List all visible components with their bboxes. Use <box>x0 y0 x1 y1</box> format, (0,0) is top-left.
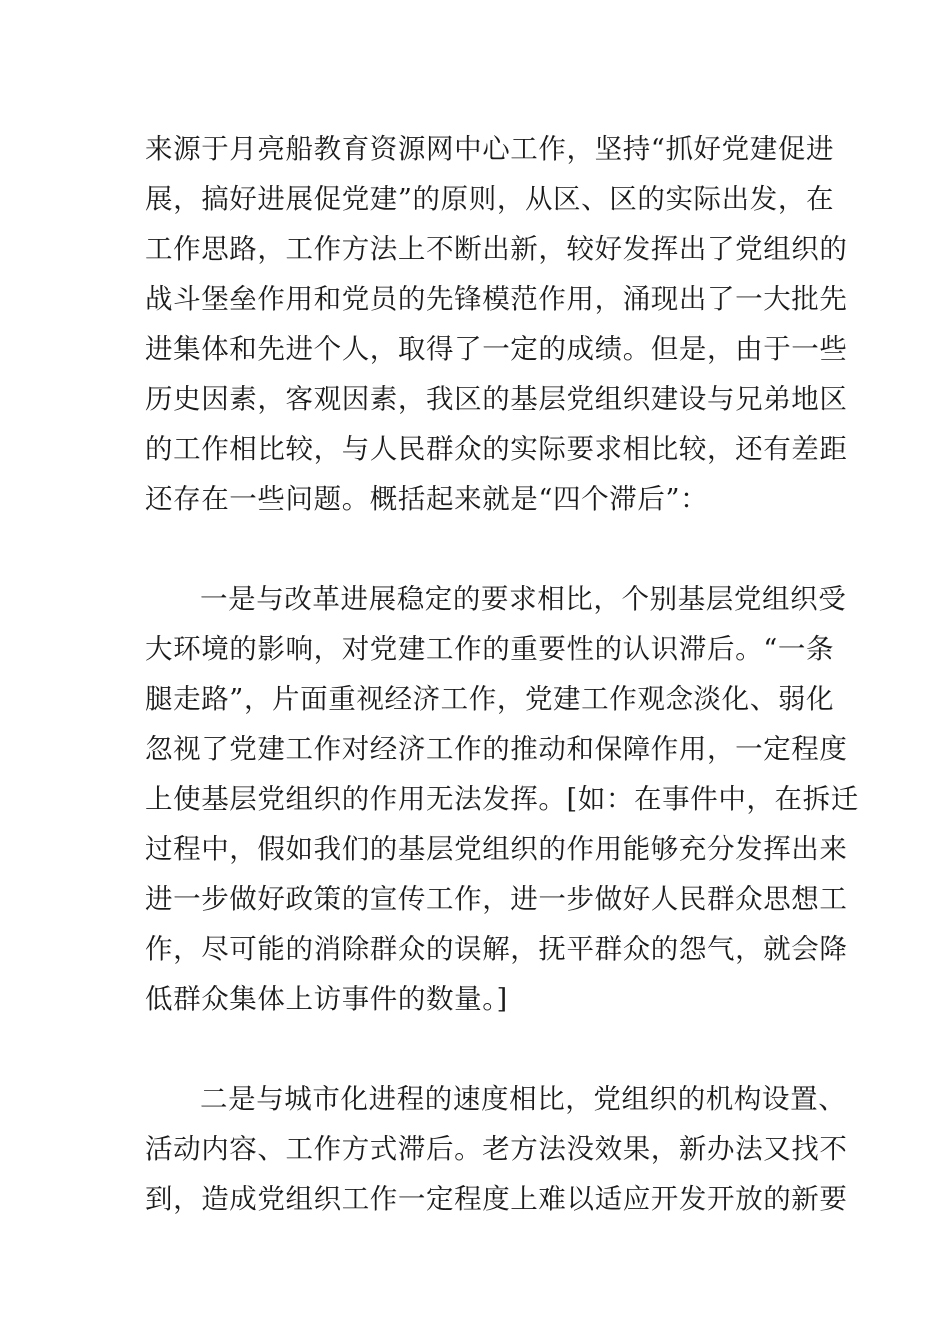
text-line: 活动内容、工作方式滞后。老方法没效果，新办法又找不 <box>145 1133 848 1165</box>
text-line: 工作思路，工作方法上不断出新，较好发挥出了党组织的 <box>145 233 848 265</box>
paragraph-point-two <box>145 1074 848 1224</box>
text-line: 的工作相比较，与人民群众的实际要求相比较，还有差距 <box>145 433 848 465</box>
text-line: 一是与改革进展稳定的要求相比，个别基层党组织受 <box>200 583 847 615</box>
text-line: 进一步做好政策的宣传工作，进一步做好人民群众思想工 <box>145 883 848 915</box>
text-line: 上使基层党组织的作用无法发挥。[如：在事件中，在拆迁 <box>145 783 859 815</box>
text-line: 还存在一些问题。概括起来就是“四个滞后”： <box>145 483 709 515</box>
text-line: 二是与城市化进程的速度相比，党组织的机构设置、 <box>200 1083 847 1115</box>
text-line: 大环境的影响，对党建工作的重要性的认识滞后。“一条 <box>145 633 835 665</box>
text-line: 进集体和先进个人，取得了一定的成绩。但是，由于一些 <box>145 333 848 365</box>
text-line: 腿走路”，片面重视经济工作，党建工作观念淡化、弱化 <box>145 683 835 715</box>
text-line: 过程中，假如我们的基层党组织的作用能够充分发挥出来 <box>145 833 848 865</box>
text-line: 低群众集体上访事件的数量。] <box>145 983 508 1015</box>
text-line: 战斗堡垒作用和党员的先锋模范作用，涌现出了一大批先 <box>145 283 848 315</box>
text-line: 作，尽可能的消除群众的误解，抚平群众的怨气，就会降 <box>145 933 848 965</box>
text-line: 忽视了党建工作对经济工作的推动和保障作用，一定程度 <box>145 733 848 765</box>
text-line: 历史因素，客观因素，我区的基层党组织建设与兄弟地区 <box>145 383 848 415</box>
paragraph-point-one <box>145 574 859 1024</box>
text-line: 来源于月亮船教育资源网中心工作，坚持“抓好党建促进 <box>145 133 835 165</box>
paragraph-intro <box>145 124 848 524</box>
text-line: 到，造成党组织工作一定程度上难以适应开发开放的新要 <box>145 1183 848 1215</box>
text-line: 展，搞好进展促党建”的原则，从区、区的实际出发，在 <box>145 183 835 215</box>
